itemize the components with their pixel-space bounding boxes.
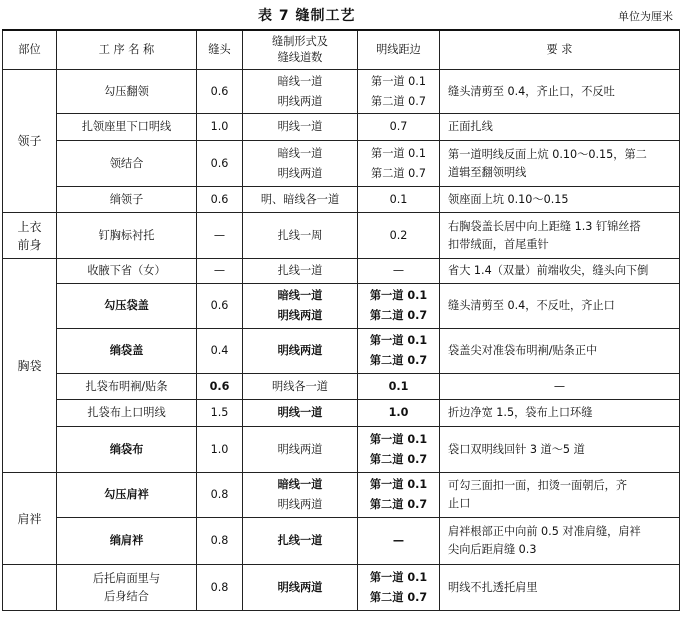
margin-cell: — [358, 259, 440, 284]
form-cell: 明线两道 [243, 329, 358, 374]
form-cell: 暗线一道 明线两道 [243, 473, 358, 518]
requirement-cell: 右胸袋盖长居中向上距缝 1.3 钉锦丝搭 扣带绒面，首尾重针 [440, 213, 680, 259]
table-row [3, 213, 680, 259]
process-cell: 绱肩袢 [57, 518, 197, 565]
process-cell: 后托肩面里与 后身结合 [57, 565, 197, 611]
part-front-body: 上衣 前身 [3, 213, 57, 259]
part-chest-pocket: 胸袋 [3, 259, 57, 473]
margin-cell: — [358, 518, 440, 565]
table-row [3, 565, 680, 611]
table-row [3, 400, 680, 427]
header-form: 缝制形式及 缝线道数 [243, 30, 358, 70]
seam-cell: 0.4 [197, 329, 243, 374]
process-cell: 勾压肩袢 [57, 473, 197, 518]
margin-cell: 0.7 [358, 114, 440, 141]
process-cell: 扎袋布上口明线 [57, 400, 197, 427]
margin-cell: 0.2 [358, 213, 440, 259]
seam-cell: — [197, 213, 243, 259]
requirement-cell: 明线不扎透托肩里 [440, 565, 680, 611]
part-shoulder-strap: 肩袢 [3, 473, 57, 565]
table-row [3, 329, 680, 374]
margin-cell: 第一道 0.1 第二道 0.7 [358, 284, 440, 329]
table-row [3, 141, 680, 187]
table-row [3, 187, 680, 213]
header-process: 工 序 名 称 [57, 30, 197, 70]
table-caption [0, 3, 681, 27]
form-cell: 明线一道 [243, 400, 358, 427]
margin-cell: 0.1 [358, 187, 440, 213]
requirement-cell: — [440, 374, 680, 400]
table-row [3, 427, 680, 473]
seam-cell: — [197, 259, 243, 284]
requirement-cell: 折边净宽 1.5，袋布上口环缝 [440, 400, 680, 427]
process-cell: 绱袋盖 [57, 329, 197, 374]
margin-cell: 第一道 0.1 第二道 0.7 [358, 565, 440, 611]
requirement-cell: 第一道明线反面上炕 0.10～0.15，第二 道辑至翻领明线 [440, 141, 680, 187]
form-cell: 暗线一道 明线两道 [243, 141, 358, 187]
form-cell: 扎线一道 [243, 518, 358, 565]
form-cell: 明线各一道 [243, 374, 358, 400]
table-title: 表 7 缝制工艺 [258, 8, 356, 24]
process-cell: 绱领子 [57, 187, 197, 213]
seam-cell: 0.8 [197, 565, 243, 611]
form-cell: 扎线一周 [243, 213, 358, 259]
requirement-cell: 肩袢根部正中向前 0.5 对准肩缝，肩袢 尖向后距肩缝 0.3 [440, 518, 680, 565]
process-cell: 勾压翻领 [57, 70, 197, 114]
table-row [3, 259, 680, 284]
header-part: 部位 [3, 30, 57, 70]
form-cell: 明、暗线各一道 [243, 187, 358, 213]
requirement-cell: 缝头清剪至 0.4，齐止口，不反吐 [440, 70, 680, 114]
part-cell-empty [3, 565, 57, 611]
table-row [3, 114, 680, 141]
header-row [3, 30, 680, 70]
requirement-cell: 正面扎线 [440, 114, 680, 141]
requirement-cell: 袋盖尖对准袋布明裥/贴条正中 [440, 329, 680, 374]
form-cell: 明线一道 [243, 114, 358, 141]
seam-cell: 0.6 [197, 187, 243, 213]
sewing-process-table [2, 29, 680, 611]
process-cell: 扎袋布明裥/贴条 [57, 374, 197, 400]
seam-cell: 0.6 [197, 374, 243, 400]
margin-cell: 第一道 0.1 第二道 0.7 [358, 473, 440, 518]
margin-cell: 第一道 0.1 第二道 0.7 [358, 427, 440, 473]
header-seam: 缝头 [197, 30, 243, 70]
margin-cell: 0.1 [358, 374, 440, 400]
table-row [3, 473, 680, 518]
form-cell: 暗线一道 明线两道 [243, 70, 358, 114]
process-cell: 扎领座里下口明线 [57, 114, 197, 141]
requirement-cell: 缝头清剪至 0.4，不反吐，齐止口 [440, 284, 680, 329]
seam-cell: 1.5 [197, 400, 243, 427]
margin-cell: 第一道 0.1 第二道 0.7 [358, 141, 440, 187]
part-collar: 领子 [3, 70, 57, 213]
process-cell: 勾压袋盖 [57, 284, 197, 329]
table-row [3, 374, 680, 400]
requirement-cell: 可勾三面扣一面，扣烫一面朝后，齐 止口 [440, 473, 680, 518]
form-cell: 暗线一道 明线两道 [243, 284, 358, 329]
table-row [3, 284, 680, 329]
table-row [3, 518, 680, 565]
header-margin: 明线距边 [358, 30, 440, 70]
seam-cell: 1.0 [197, 114, 243, 141]
requirement-cell: 领座面上坑 0.10～0.15 [440, 187, 680, 213]
requirement-cell: 省大 1.4（双量）前端收尖，缝头向下倒 [440, 259, 680, 284]
seam-cell: 0.8 [197, 518, 243, 565]
seam-cell: 1.0 [197, 427, 243, 473]
process-cell: 收腋下省（女） [57, 259, 197, 284]
requirement-cell: 袋口双明线回针 3 道～5 道 [440, 427, 680, 473]
margin-cell: 第一道 0.1 第二道 0.7 [358, 70, 440, 114]
process-cell: 钉胸标衬托 [57, 213, 197, 259]
seam-cell: 0.6 [197, 70, 243, 114]
unit-note: 单位为厘米 [618, 10, 673, 23]
seam-cell: 0.6 [197, 141, 243, 187]
table-row [3, 70, 680, 114]
form-cell: 明线两道 [243, 565, 358, 611]
margin-cell: 第一道 0.1 第二道 0.7 [358, 329, 440, 374]
form-cell: 扎线一道 [243, 259, 358, 284]
form-cell: 明线两道 [243, 427, 358, 473]
seam-cell: 0.6 [197, 284, 243, 329]
seam-cell: 0.8 [197, 473, 243, 518]
process-cell: 领结合 [57, 141, 197, 187]
process-cell: 绱袋布 [57, 427, 197, 473]
header-requirements: 要 求 [440, 30, 680, 70]
margin-cell: 1.0 [358, 400, 440, 427]
